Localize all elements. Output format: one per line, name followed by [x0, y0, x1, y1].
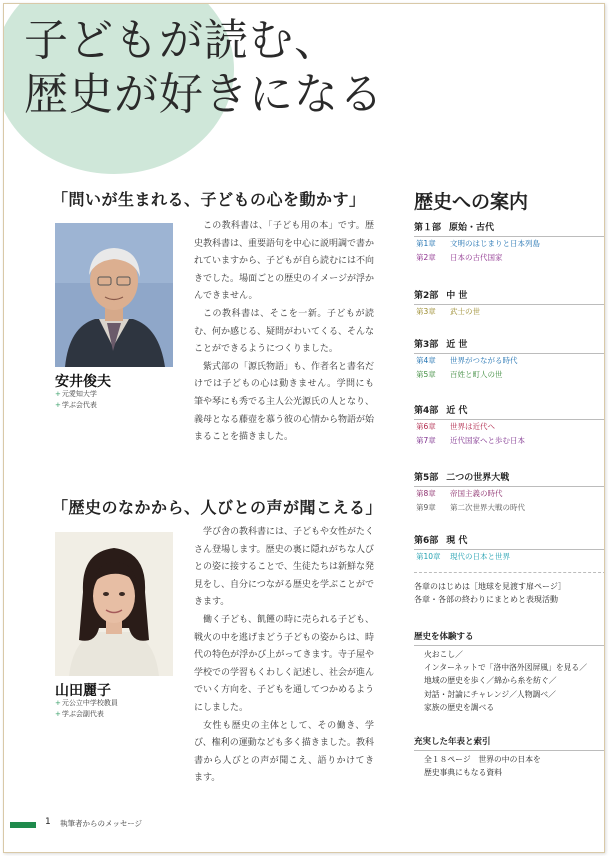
experience-item: インターネットで「洛中洛外図屏風」を見る／	[424, 663, 588, 673]
part-number: 第１部	[414, 223, 442, 233]
chapter-item	[416, 434, 605, 448]
paragraph: 学び舎の教科書には、子どもや女性がたくさん登場します。歴史の裏に隠れがちな人びとの姿に接することで、生徒たちは新鮮な発見をし、自分につながる歴史を学ぶことができます。	[194, 527, 375, 608]
index-title: 充実した年表と索引	[414, 735, 605, 751]
author-affiliation-yamada	[55, 698, 118, 720]
paragraph: 働く子ども、飢饉の時に売られる子ども、戦火の中を逃げまどう子どもの姿からは、時代の特色が浮かび上がってきます。寺子屋や学校での学習もくわしく記述し、社会が進んでいく方向を、子どもを通してつかめるようにしました。	[194, 614, 375, 713]
chapter-item	[416, 305, 605, 319]
chapter-number: 第5章	[416, 370, 436, 379]
guide-part	[414, 337, 605, 382]
affiliation-line: + 学ぶ会副代表	[55, 710, 104, 718]
part-name: 近 世	[446, 340, 468, 350]
chapter-number: 第4章	[416, 356, 436, 365]
chapter-item	[416, 237, 605, 251]
chapter-number: 第6章	[416, 422, 436, 431]
part-number: 第5部	[414, 473, 439, 483]
guide-part	[414, 288, 605, 319]
chapter-title: 武士の世	[450, 307, 480, 316]
chapter-title: 第二次世界大戦の時代	[450, 503, 525, 512]
section1-title: 「問いが生まれる、子どもの心を動かす」	[52, 190, 366, 209]
chapter-number: 第9章	[416, 503, 436, 512]
affiliation-line: + 元愛知大学	[55, 390, 97, 398]
part-number: 第6部	[414, 536, 439, 546]
chapter-title: 現代の日本と世界	[450, 552, 510, 561]
index-item: 歴史事典にもなる資料	[424, 768, 502, 778]
experience-item: 家族の歴史を調べる	[424, 702, 495, 712]
chapter-number: 第3章	[416, 307, 436, 316]
index-list	[424, 753, 541, 779]
guide-title: 歴史への案内	[414, 191, 529, 213]
divider	[414, 572, 605, 573]
chapter-title: 世界は近代へ	[450, 422, 495, 431]
guide-note: 各章・各部の終わりにまとめと表現活動	[414, 595, 558, 604]
author-photo-yamada	[55, 532, 173, 676]
footer-accent-bar	[10, 822, 36, 828]
chapter-item	[416, 251, 605, 265]
hero-line-2: 歴史が好きになる	[24, 69, 384, 120]
chapter-item	[416, 487, 605, 501]
hero-title	[24, 14, 384, 122]
affiliation-line: + 学ぶ会代表	[55, 401, 97, 409]
guide-part-heading	[414, 470, 605, 487]
chapter-number: 第1章	[416, 239, 436, 248]
experience-list	[424, 648, 587, 714]
guide-part-heading	[414, 288, 605, 305]
guide-part-heading	[414, 403, 605, 420]
guide-notes	[414, 580, 566, 606]
part-number: 第4部	[414, 406, 439, 416]
guide-part	[414, 220, 605, 265]
chapter-item	[416, 368, 605, 382]
experience-item: 火おこし／	[424, 650, 463, 659]
part-number: 第3部	[414, 340, 439, 350]
footer-label: 執筆者からのメッセージ	[60, 819, 143, 828]
affiliation-line: + 元公立中学校教員	[55, 699, 118, 707]
chapter-title: 近代国家へと歩む日本	[450, 436, 525, 445]
paragraph: 紫式部の「源氏物語」も、作者名と書名だけでは子どもの心は動きません。学問にも筆や琴にも秀でる主人公光源氏の人となり、義母となる藤壺を慕う彼の心情から物語が始まることを描きました。	[194, 361, 375, 443]
page-number: 1	[45, 817, 51, 827]
chapter-number: 第7章	[416, 436, 436, 445]
guide-part-heading	[414, 220, 605, 237]
author-name-yamada: 山田麗子	[55, 683, 111, 699]
chapter-title: 世界がつながる時代	[450, 356, 518, 365]
experience-item: 地域の歴史を歩く／綿から糸を紡ぐ／	[424, 676, 557, 686]
chapter-number: 第10章	[416, 552, 441, 561]
part-name: 中 世	[446, 291, 468, 301]
chapter-title: 日本の古代国家	[450, 253, 503, 262]
experience-title: 歴史を体験する	[414, 630, 605, 646]
chapter-title: 文明のはじまりと日本列島	[450, 239, 540, 248]
author-name-yasui: 安井俊夫	[55, 374, 111, 390]
hero-line-1: 子どもが読む、	[24, 15, 339, 66]
part-name: 二つの世界大戦	[446, 473, 510, 483]
section2-body	[194, 524, 374, 788]
part-name: 近 代	[446, 406, 468, 416]
chapter-item	[416, 354, 605, 368]
page	[3, 3, 605, 853]
chapter-item	[416, 420, 605, 434]
paragraph: この教科書は、そこを一新。子どもが読む、何か感じる、疑問がわいてくる、そんなことができるようにつくりました。	[194, 308, 375, 355]
guide-part-heading	[414, 533, 605, 550]
chapter-title: 帝国主義の時代	[450, 489, 503, 498]
paragraph: この教科書は、「子ども用の本」です。歴史教科書は、重要語句を中心に説明調で書かれていますから、子どもが自ら読むには不向きでした。場面ごとの歴史のイメージが浮かんできません。	[194, 221, 375, 302]
chapter-number: 第8章	[416, 489, 436, 498]
section2-title: 「歴史のなかから、人びとの声が聞こえる」	[52, 498, 383, 517]
part-number: 第2部	[414, 291, 439, 301]
guide-part	[414, 470, 605, 515]
part-name: 現 代	[446, 536, 468, 546]
chapter-number: 第2章	[416, 253, 436, 262]
guide-part-heading	[414, 337, 605, 354]
chapter-item	[416, 550, 605, 564]
guide-note: 各章のはじめは［地球を見渡す扉ページ］	[414, 582, 566, 591]
part-name: 原始・古代	[449, 223, 495, 233]
index-item: 全１８ページ 世界の中の日本を	[424, 755, 541, 764]
author-photo-yasui	[55, 223, 173, 367]
section1-body	[194, 218, 374, 447]
guide-part	[414, 533, 605, 564]
chapter-title: 百姓と町人の世	[450, 370, 503, 379]
chapter-item	[416, 501, 605, 515]
guide-part	[414, 403, 605, 448]
author-affiliation-yasui	[55, 389, 97, 411]
paragraph: 女性も歴史の主体として、その働き、学び、権利の運動なども多く描きました。教科書から人びとの声が聞こえ、語りかけてきます。	[194, 720, 374, 784]
experience-item: 対話・討論にチャレンジ／人物調べ／	[424, 689, 556, 699]
